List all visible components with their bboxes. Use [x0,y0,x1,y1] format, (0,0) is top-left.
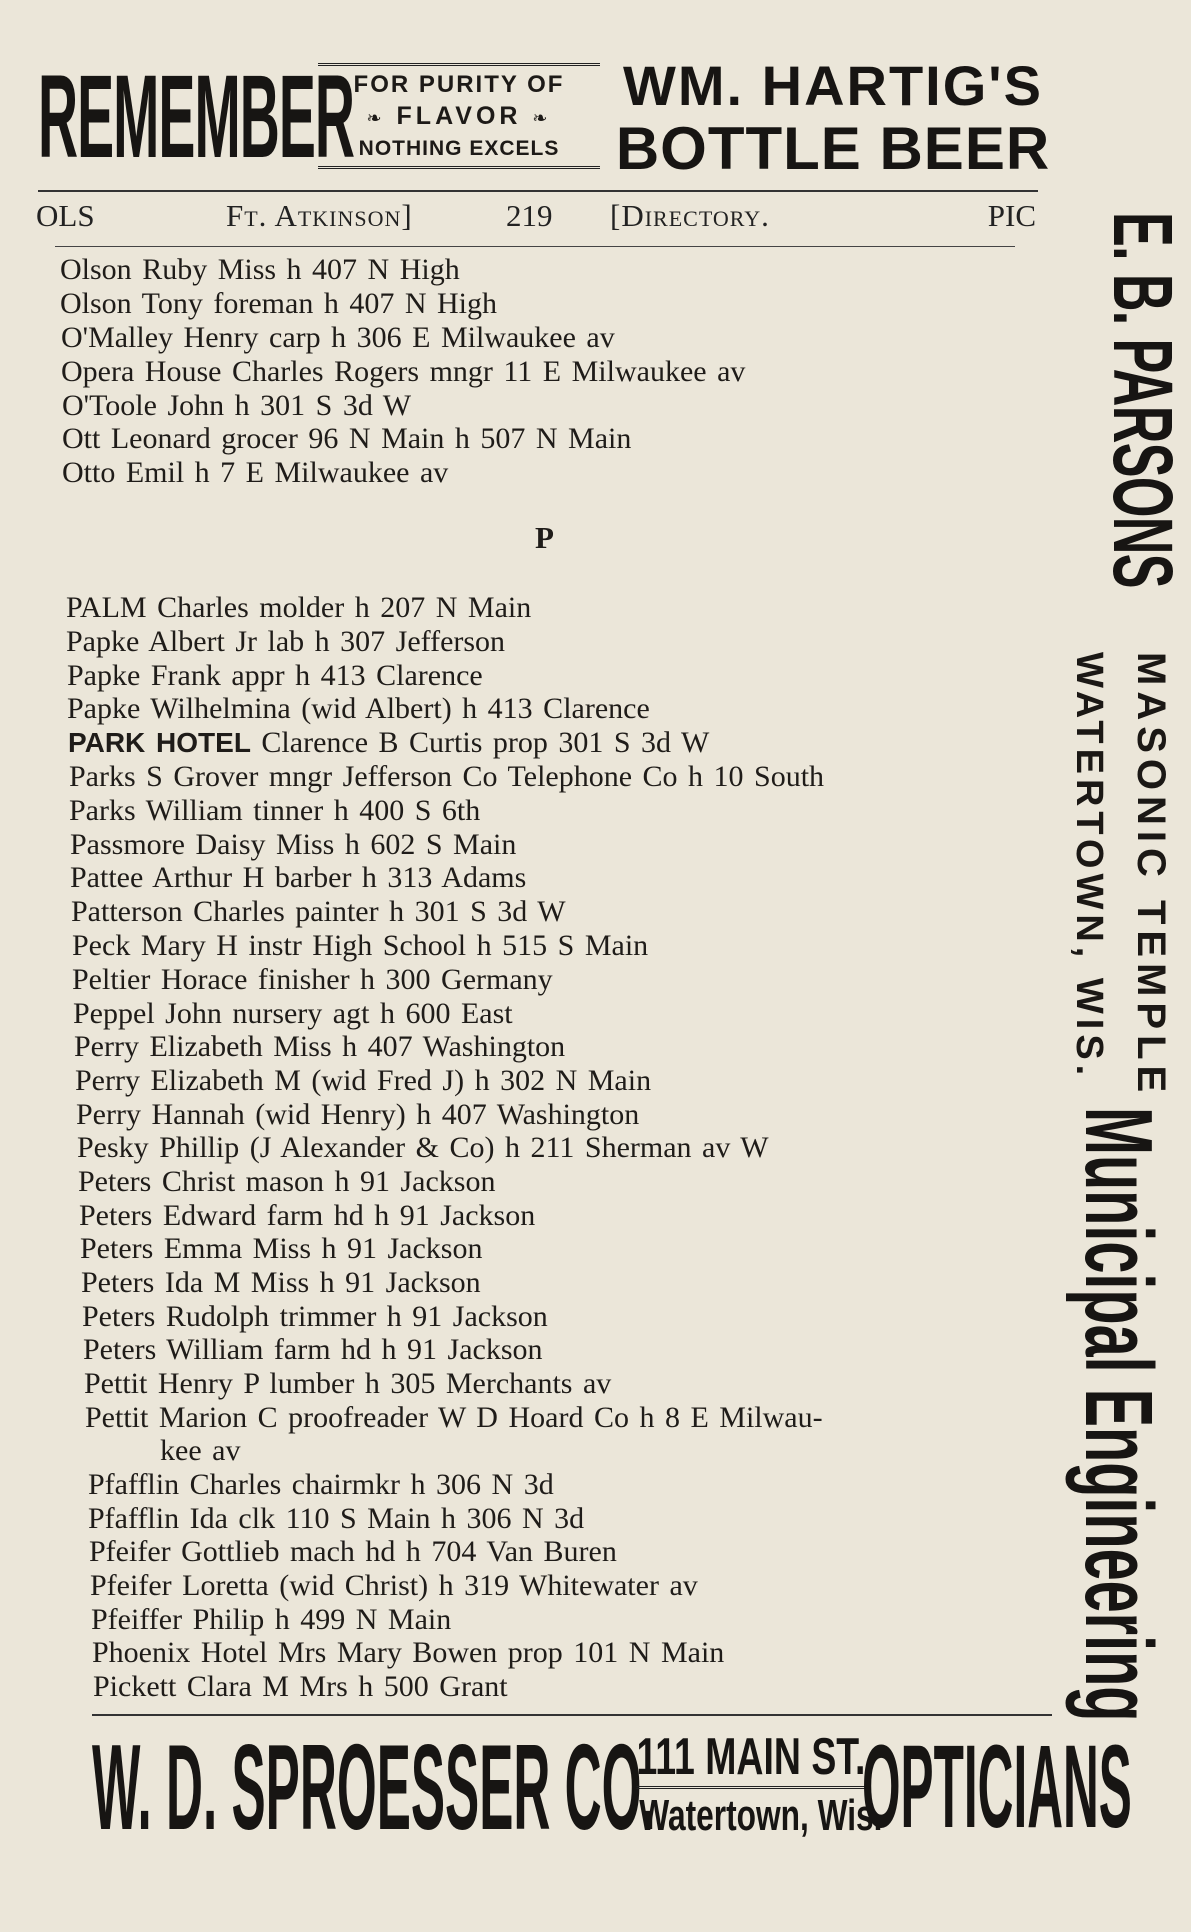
entry-surname: Pfeifer [90,1569,172,1602]
list-item [60,287,497,321]
list-item [62,456,448,490]
entry-surname: Pattee [70,861,144,894]
entry-surname: Patterson [71,895,183,928]
entry-surname: Passmore [70,828,185,861]
purity-slogan [318,63,600,169]
entry-surname: Perry [74,1030,139,1063]
entry-details: Henry carp h 306 E Milwaukee av [183,321,615,354]
purity-line-2 [318,100,600,134]
entry-surname: Perry [76,1098,141,1131]
entry-details: John h 301 S 3d W [167,389,412,422]
entry-details: House Charles Rogers mngr 11 E Milwaukee av [144,355,746,388]
entry-details: Frank appr h 413 Clarence [150,659,483,692]
list-item [75,1064,651,1098]
list-item [61,355,745,389]
list-item-continuation [160,1434,240,1468]
list-item [83,1333,543,1367]
list-item [69,760,824,794]
list-item [72,929,648,963]
section-letter: P [535,520,554,555]
entry-details: Mary H instr High School h 515 S Main [140,929,649,962]
entry-surname: Papke [67,659,141,692]
list-item [60,253,460,287]
list-item [92,1636,724,1670]
purity-line-1: FOR PURITY OF [353,71,565,98]
list-item [88,1468,554,1502]
list-item [61,321,615,355]
company-address [592,1728,883,1843]
list-item [76,1098,639,1132]
entry-details: Arthur H barber h 313 Adams [152,861,527,894]
list-item [91,1603,451,1637]
side-ad-rotated [1052,212,1190,1722]
entry-surname: Olson [60,287,132,320]
entry-details: Elizabeth Miss h 407 Washington [149,1030,566,1063]
trade-label: OPTICIANS [862,1721,1132,1853]
entry-details: Wilhelmina (wid Albert) h 413 Clarence [150,692,650,725]
list-item [78,1165,495,1199]
entry-surname: Peck [72,929,131,962]
entry-surname: Peters [79,1199,153,1232]
ornament-icon: ❧ [532,108,552,128]
list-item [82,1300,548,1334]
entry-details: Albert Jr lab h 307 Jefferson [148,625,506,658]
entry-details: Horace finisher h 300 Germany [160,963,553,996]
right-guide-word: PIC [987,198,1036,233]
divider-rule [92,1714,1052,1716]
entry-details: kee av [160,1434,241,1467]
service-text: Municipal Engineering [1065,1107,1172,1722]
list-item [67,659,483,693]
entry-details: John nursery agt h 600 East [165,997,513,1030]
entry-details: Hotel Mrs Mary Bowen prop 101 N Main [200,1636,725,1669]
address-line-2: WATERTOWN, WIS. [1068,652,1110,1081]
entry-surname: Parks [69,760,136,793]
entry-details: Hannah (wid Henry) h 407 Washington [151,1098,640,1131]
list-item [66,625,505,659]
list-item [90,1569,698,1603]
entry-details: Clara M Mrs h 500 Grant [186,1670,508,1703]
entry-surname: Parks [69,794,136,827]
entry-details: Emma Miss h 91 Jackson [163,1232,483,1265]
entry-surname: Papke [67,692,141,725]
header-rule [55,246,1015,247]
list-item [72,963,553,997]
list-item [77,1131,769,1165]
entry-surname: Peters [83,1333,157,1366]
entry-surname: O'Malley [61,321,174,354]
entry-details: Christ mason h 91 Jackson [161,1165,496,1198]
entry-surname: Pfafflin [88,1468,180,1501]
entry-details: William farm hd h 91 Jackson [166,1333,543,1366]
list-item [62,389,411,423]
entry-surname: Peters [78,1165,152,1198]
list-item [69,794,480,828]
entry-details: Loretta (wid Christ) h 319 Whitewater av [182,1569,698,1602]
list-item [66,591,531,625]
entry-details: Clarence B Curtis prop 301 S 3d W [261,726,710,759]
ornament-icon: ❧ [366,108,386,128]
entry-details: Tony foreman h 407 N High [141,287,497,320]
entry-surname: Peters [82,1300,156,1333]
entry-surname: Ott [62,422,101,455]
entry-details: Elizabeth M (wid Fred J) h 302 N Main [150,1064,652,1097]
entry-details: Rudolph trimmer h 91 Jackson [165,1300,548,1333]
top-advertisement [38,51,1051,185]
entry-details: Henry P lumber h 305 Merchants av [157,1367,612,1400]
entry-surname: Pettit [84,1367,148,1400]
list-item [81,1266,481,1300]
divider-rule [38,190,1038,192]
purity-line-2-text: FLAVOR [396,102,522,130]
list-item [74,1030,565,1064]
brand-line-1: WM. HARTIG'S [623,54,1043,117]
address-street: 111 MAIN ST. [637,1728,866,1789]
entry-surname: Papke [66,625,140,658]
entry-details: Charles chairmkr h 306 N 3d [189,1468,554,1501]
entry-details: Phillip (J Alexander & Co) h 211 Sherman av W [159,1131,769,1164]
entry-surname: Peltier [72,963,151,996]
page-number: 219 [506,198,553,233]
directory-label: [Directory. [610,198,770,233]
entry-details: Ida M Miss h 91 Jackson [164,1266,481,1299]
bottom-advertisement [92,1719,1132,1855]
entry-details: William tinner h 400 S 6th [145,794,481,827]
entry-surname: Pfeifer [89,1535,171,1568]
entry-surname: Olson [60,253,132,286]
remember-block [38,51,355,183]
address-line-1: MASONIC TEMPLE [1129,652,1173,1099]
entry-surname: Peters [81,1266,155,1299]
entry-surname: Phoenix [92,1636,191,1669]
entry-surname: Otto [62,456,116,489]
company-name: W. D. SPROESSER CO. [92,1719,656,1855]
parsons-name: E. B. PARSONS [1096,212,1190,588]
entry-surname: Pesky [77,1131,149,1164]
list-item [85,1401,823,1435]
entry-surname: Pettit [85,1401,149,1434]
entry-details: Marion C proofreader W D Hoard Co h 8 E Milwau- [158,1401,823,1434]
purity-line-3: NOTHING EXCELS [358,137,560,160]
entry-surname: Opera [61,355,135,388]
list-item [80,1232,482,1266]
list-item [70,828,516,862]
remember-text: REMEMBER [38,51,355,183]
entry-surname: Pfeiffer [91,1603,183,1636]
entry-details: Gottlieb mach hd h 704 Van Buren [181,1535,617,1568]
entry-details: S Grover mngr Jefferson Co Telephone Co h 10 South [146,760,825,793]
entry-surname: PARK HOTEL [68,727,251,758]
list-item [62,422,631,456]
side-advertisement [1052,212,1190,1722]
running-header [36,198,1036,238]
entry-details: Daisy Miss h 602 S Main [195,828,517,861]
entry-surname: Pfafflin [88,1502,180,1535]
entry-surname: PALM [66,591,147,624]
list-item [89,1535,617,1569]
entry-surname: Perry [75,1064,140,1097]
list-item [70,861,526,895]
entry-surname: O'Toole [62,389,157,422]
entry-surname: Peppel [73,997,155,1030]
entry-details: Ruby Miss h 407 N High [142,253,460,286]
entry-details: Emil h 7 E Milwaukee av [125,456,449,489]
entry-details: Charles molder h 207 N Main [157,591,532,624]
town-label: Ft. Atkinson] [226,198,413,233]
list-item [93,1670,508,1704]
list-item [68,726,709,760]
entry-details: Ida clk 110 S Main h 306 N 3d [189,1502,585,1535]
entry-details: Philip h 499 N Main [192,1603,452,1636]
address-city: Watertown, Wis. [639,1791,883,1840]
brand-line-2: BOTTLE BEER [615,115,1051,182]
entry-surname: Pickett [93,1670,177,1703]
list-item [84,1367,611,1401]
list-item [71,895,566,929]
list-item [88,1502,584,1536]
entry-details: Edward farm hd h 91 Jackson [162,1199,536,1232]
entry-surname: Peters [80,1232,154,1265]
list-item [67,692,650,726]
list-item [79,1199,535,1233]
brand-block [593,55,1073,181]
list-item [73,997,513,1031]
left-guide-word: OLS [36,198,95,233]
entry-details: Charles painter h 301 S 3d W [193,895,566,928]
entry-details: Leonard grocer 96 N Main h 507 N Main [110,422,632,455]
